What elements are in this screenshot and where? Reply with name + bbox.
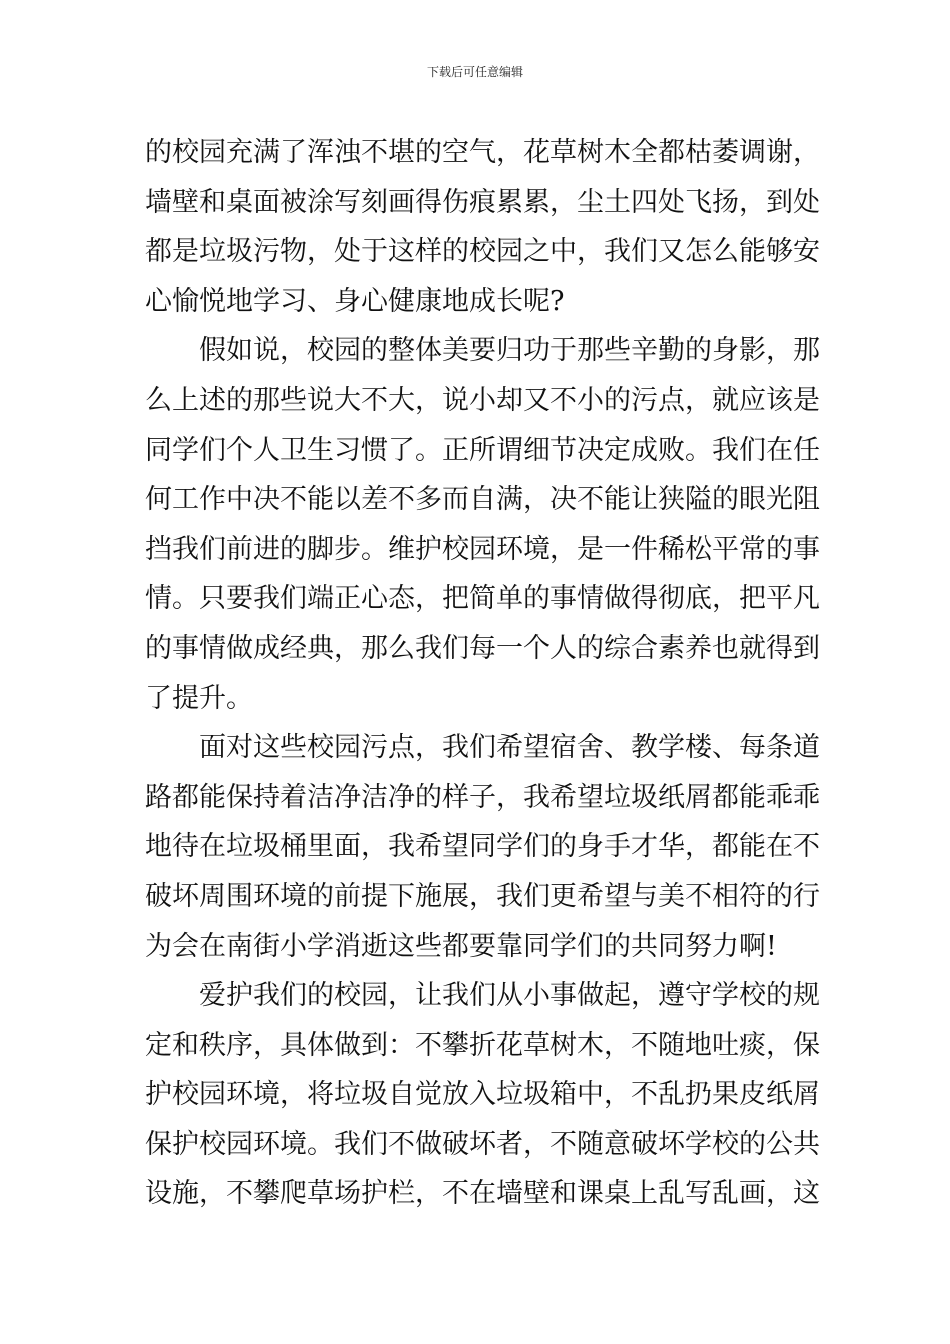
text-line: 的校园充满了浑浊不堪的空气，花草树木全都枯萎调谢， bbox=[145, 137, 820, 168]
text-line: 设施，不攀爬草场护栏，不在墙壁和课桌上乱写乱画，这 bbox=[145, 1178, 820, 1210]
document-body bbox=[145, 128, 820, 1219]
text-line: 护校园环境，将垃圾自觉放入垃圾箱中，不乱扔果皮纸屑 bbox=[145, 1079, 820, 1111]
text-line: 破坏周围环境的前提下施展，我们更希望与美不相符的行 bbox=[145, 880, 820, 912]
text-line: 情。只要我们端正心态，把简单的事情做得彻底，把平凡 bbox=[145, 583, 820, 615]
paragraph bbox=[145, 326, 820, 723]
text-line: 的事情做成经典，那么我们每一个人的综合素养也就得到 bbox=[145, 632, 820, 664]
text-line: 地待在垃圾桶里面，我希望同学们的身手才华，都能在不 bbox=[145, 831, 820, 863]
text-line: 都是垃圾污物，处于这样的校园之中，我们又怎么能够安 bbox=[145, 236, 820, 268]
text-line: 了提升。 bbox=[145, 682, 253, 714]
page-header-note: 下载后可任意编辑 bbox=[426, 65, 523, 79]
text-line: 同学们个人卫生习惯了。正所谓细节决定成败。我们在任 bbox=[145, 434, 820, 466]
text-line: 爱护我们的校园，让我们从小事做起，遵守学校的规 bbox=[199, 980, 820, 1012]
text-line: 挡我们前进的脚步。维护校园环境，是一件稀松平常的事 bbox=[145, 533, 820, 565]
text-line: 心愉悦地学习、身心健康地成长呢? bbox=[145, 285, 565, 317]
paragraph bbox=[145, 971, 820, 1219]
text-line: 墙壁和桌面被涂写刻画得伤痕累累，尘土四处飞扬，到处 bbox=[145, 186, 820, 218]
text-line: 何工作中决不能以差不多而自满，决不能让狭隘的眼光阻 bbox=[145, 484, 820, 516]
paragraph bbox=[145, 723, 820, 971]
text-line: 为会在南街小学消逝这些都要靠同学们的共同努力啊! bbox=[145, 930, 777, 962]
text-line: 么上述的那些说大不大，说小却又不小的污点，就应该是 bbox=[145, 384, 820, 416]
text-line: 保护校园环境。我们不做破坏者，不随意破坏学校的公共 bbox=[145, 1128, 820, 1160]
text-line: 路都能保持着洁净洁净的样子，我希望垃圾纸屑都能乖乖 bbox=[145, 781, 820, 813]
text-line: 定和秩序，具体做到：不攀折花草树木，不随地吐痰，保 bbox=[145, 1029, 820, 1061]
text-line: 假如说，校园的整体美要归功于那些辛勤的身影，那 bbox=[199, 335, 820, 367]
text-line: 面对这些校园污点，我们希望宿舍、教学楼、每条道 bbox=[199, 732, 820, 764]
paragraph bbox=[145, 128, 820, 326]
